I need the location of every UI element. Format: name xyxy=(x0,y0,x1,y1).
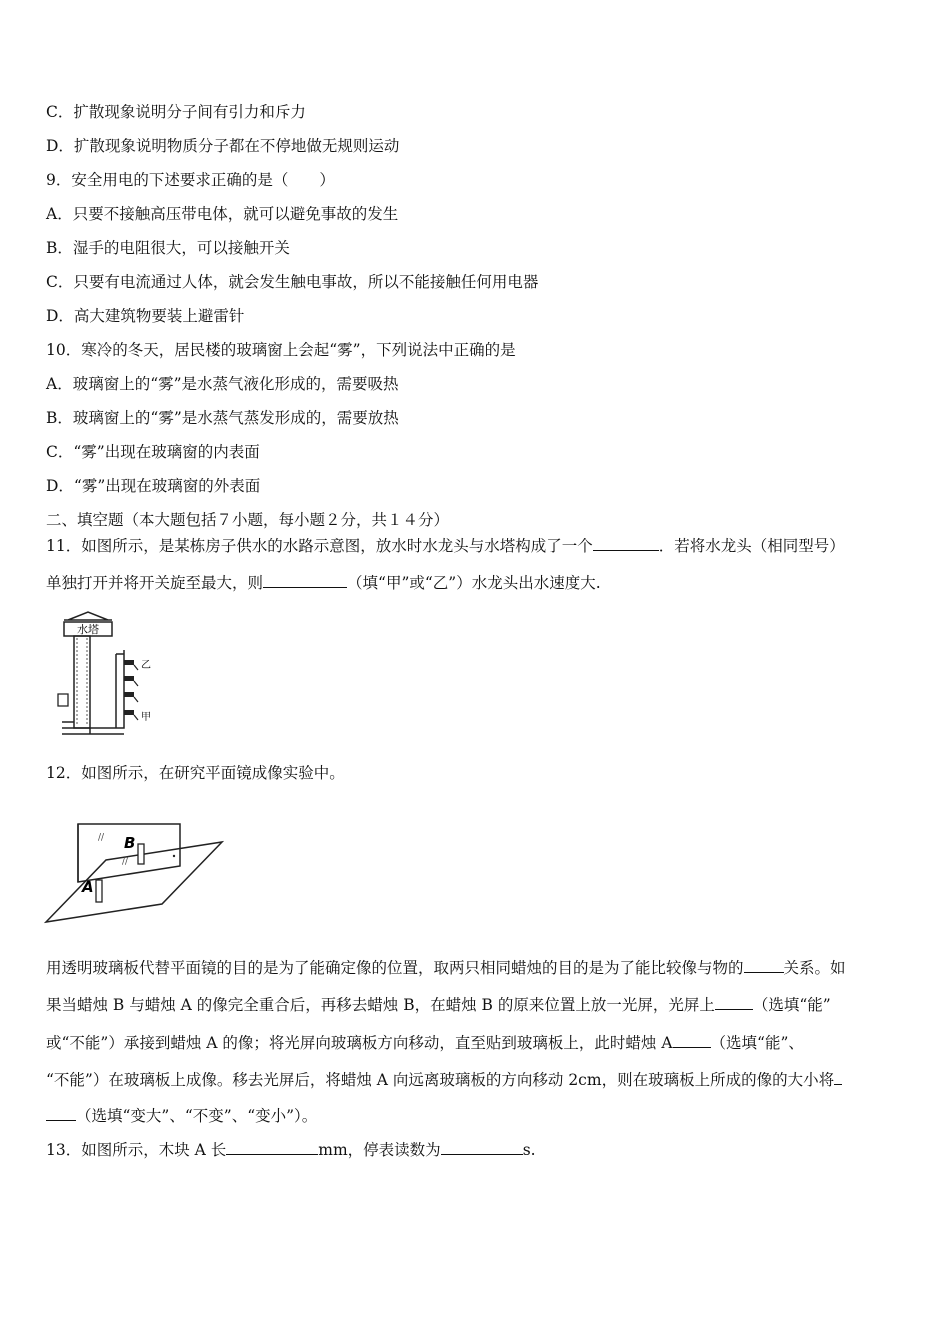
svg-text://: // xyxy=(122,857,129,867)
q12-text-2a: 果当蜡烛 B 与蜡烛 A 的像完全重合后，再移去蜡烛 B，在蜡烛 B 的原来位置上放一光屏，光屏上 xyxy=(46,996,715,1014)
tap-jia xyxy=(124,710,134,715)
q12-blank-3[interactable] xyxy=(673,1033,711,1048)
q12-blank-4b[interactable] xyxy=(46,1106,76,1121)
q10-option-c: C．“雾”出现在玻璃窗的内表面 xyxy=(46,443,260,461)
label-a: A xyxy=(82,878,94,896)
q12-text-3b: （选填“能”、 xyxy=(710,1034,804,1052)
q9-option-b: B．湿手的电阻很大，可以接触开关 xyxy=(46,239,290,257)
q13-text-c: s. xyxy=(522,1141,536,1159)
q12-paragraph-1 xyxy=(46,958,846,978)
q13-blank-length[interactable] xyxy=(226,1140,318,1155)
candle-b xyxy=(138,844,144,864)
q12-text-2b: （选填“能” xyxy=(752,996,831,1014)
q12-text-4: “不能”）在玻璃板上成像。移去光屏后，将蜡烛 A 向远离玻璃板的方向移动 2cm，则在玻璃板上所成的像的大小将 xyxy=(46,1071,835,1089)
q10-option-b: B．玻璃窗上的“雾”是水蒸气蒸发形成的，需要放热 xyxy=(46,409,399,427)
q10-option-d: D．“雾”出现在玻璃窗的外表面 xyxy=(46,477,261,495)
q11-text-2b: （填“甲”或“乙”）水龙头出水速度大. xyxy=(347,574,601,592)
q9-option-a: A．只要不接触高压带电体，就可以避免事故的发生 xyxy=(46,205,399,223)
q9-stem: 9．安全用电的下述要求正确的是（ ） xyxy=(46,171,335,189)
q12-text-5: （选填“变大”、“不变”、“变小”）。 xyxy=(76,1107,318,1125)
q11-blank-2[interactable] xyxy=(263,573,347,588)
q12-blank-1[interactable] xyxy=(744,958,784,973)
section-heading: 二、填空题（本大题包括７小题，每小题２分，共１４分） xyxy=(46,511,450,529)
q9-option-c: C．只要有电流通过人体，就会发生触电事故，所以不能接触任何用电器 xyxy=(46,273,539,291)
mirror-experiment-figure xyxy=(44,820,224,926)
tap-yi xyxy=(124,660,134,665)
q12-paragraph-4 xyxy=(46,1070,842,1090)
q12-blank-4a[interactable] xyxy=(834,1070,842,1085)
q11-text-2a: 单独打开并将开关旋至最大，则 xyxy=(46,574,264,592)
label-b: B xyxy=(124,834,136,852)
q12-blank-2[interactable] xyxy=(715,995,753,1010)
label-yi: 乙 xyxy=(141,660,151,671)
q8-option-c: C．扩散现象说明分子间有引力和斥力 xyxy=(46,103,306,121)
q10-stem: 10．寒冷的冬天，居民楼的玻璃窗上会起“雾”，下列说法中正确的是 xyxy=(46,341,516,359)
q12-stem: 12．如图所示，在研究平面镜成像实验中。 xyxy=(46,764,345,782)
q11-text-1a: 11．如图所示，是某栋房子供水的水路示意图，放水时水龙头与水塔构成了一个 xyxy=(46,537,593,555)
candle-a xyxy=(96,880,102,902)
q9-option-d: D．高大建筑物要装上避雷针 xyxy=(46,307,245,325)
q12-text-1b: 关系。如 xyxy=(783,959,846,977)
q12-paragraph-3 xyxy=(46,1033,804,1053)
q11-line-1 xyxy=(46,536,845,556)
q13-blank-stopwatch[interactable] xyxy=(441,1140,523,1155)
q10-option-a: A．玻璃窗上的“雾”是水蒸气液化形成的，需要吸热 xyxy=(46,375,399,393)
q8-option-d: D．扩散现象说明物质分子都在不停地做无规则运动 xyxy=(46,137,400,155)
q12-text-3a: 或“不能”）承接到蜡烛 A 的像；将光屏向玻璃板方向移动，直至贴到玻璃板上，此时蜡烛 A xyxy=(46,1034,673,1052)
q13-text-a: 13．如图所示，木块 A 长 xyxy=(46,1141,227,1159)
q12-text-1a: 用透明玻璃板代替平面镜的目的是为了能确定像的位置，取两只相同蜡烛的目的是为了能比较像与物的 xyxy=(46,959,744,977)
q11-line-2 xyxy=(46,573,601,593)
q12-paragraph-2 xyxy=(46,995,831,1015)
svg-text://: // xyxy=(98,833,105,843)
q11-blank-1[interactable] xyxy=(593,536,659,551)
q11-text-1b: ．若将水龙头（相同型号） xyxy=(658,537,845,555)
q13-line xyxy=(46,1140,536,1160)
q13-text-b: mm，停表读数为 xyxy=(318,1141,441,1159)
q12-paragraph-5 xyxy=(46,1106,317,1126)
table-plane xyxy=(46,842,222,922)
label-jia: 甲 xyxy=(141,712,151,723)
tower-label: 水塔 xyxy=(77,623,99,636)
water-tower-figure xyxy=(54,610,164,736)
